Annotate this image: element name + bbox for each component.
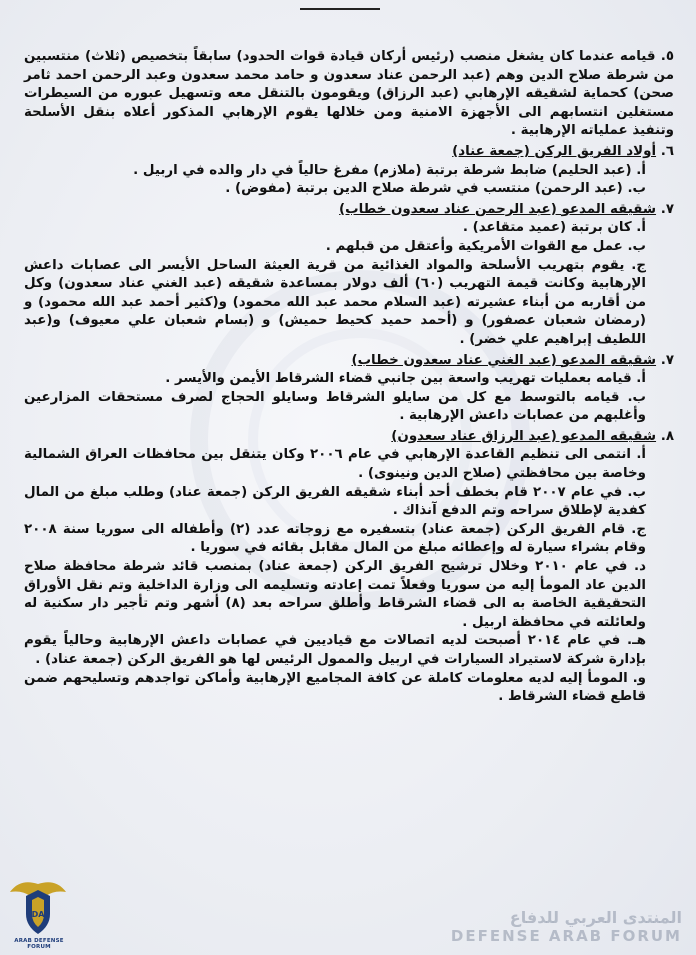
item-7b-heading-line — [24, 352, 674, 371]
svg-text:DA: DA — [31, 910, 45, 919]
item-8-heading: شقيقه المدعو (عبد الرزاق عناد سعدون) — [391, 428, 657, 444]
item-6-sub-a: أ. (عبد الحليم) ضابط شرطة برتبة (ملازم) مفرغ حالياً في دار والده في اربيل . — [133, 162, 646, 178]
item-8-sub-f: و. المومأ إليه لديه معلومات كاملة عن كافة المجاميع الإرهابية وأماكن تواجدهم وتسليحهم ضمن قاطع قضاء الشرقاط . — [24, 670, 646, 705]
item-6-heading-line — [24, 143, 674, 162]
item-7b-sub-a: أ. قيامه بعمليات تهريب واسعة بين جانبي قضاء الشرقاط الأيمن والأيسر . — [165, 371, 646, 387]
item-7a-sub-b: ب. عمل مع القوات الأمريكية وأعتقل من قبلهم . — [325, 238, 646, 254]
item-7a-sub-a: أ. كان برتبة (عميد متقاعد) . — [462, 220, 646, 236]
item-8-sub-b: ب. في عام ٢٠٠٧ قام بخطف أحد أبناء شقيقه الفريق الركن (جمعة عناد) وطلب مبلغ من المال كفدية لإطلاق سراحه وتم الدفع آنذاك . — [24, 484, 646, 519]
item-6-heading: أولاد الفريق الركن (جمعة عناد) — [452, 143, 657, 159]
item-5-text: قيامه عندما كان يشغل منصب (رئيس أركان قيادة قوات الحدود) سابقاً بتخصيص (ثلاث) منتسبين من شرطة صلاح الدين وهم (عبد الرحمن عناد سعدون و حامد محمد سعدون وعبد الرحمن احمد ثامر صحن) كحماية لشقيقه الإرهابي (عبد الرزاق) ويقومون بالتنقل معه وتسهيل عبوره من السيطرات مستغلين انتسابهم الى الأجهزة الامنية ومن خلالها يقوم الإرهابي المذكور أعلاه بنقل الأسلحة وتنفيذ عملياته الإرهابية . — [24, 49, 674, 139]
item-7a-heading-line — [24, 201, 674, 220]
item-7b-heading: شقيقه المدعو (عبد الغني عناد سعدون خطاب) — [351, 352, 657, 368]
item-7a-heading: شقيقه المدعو (عبد الرحمن عناد سعدون خطاب) — [339, 201, 657, 217]
forum-watermark — [451, 908, 682, 945]
item-6-marker: ٦. — [660, 143, 674, 159]
item-5 — [24, 48, 674, 141]
item-7a-marker: ٧. — [660, 201, 674, 217]
forum-watermark-arabic: المنتدى العربي للدفاع — [509, 908, 682, 927]
item-5-marker: ٥. — [660, 49, 674, 64]
item-6-sub-b: ب. (عبد الرحمن) منتسب في شرطة صلاح الدين برتبة (مفوض) . — [225, 181, 646, 197]
top-underline-stub — [300, 0, 380, 10]
document-body — [24, 48, 674, 707]
item-8-sub-a: أ. انتمى الى تنظيم القاعدة الإرهابي في عام ٢٠٠٦ وكان يتنقل بين محافظات العراق الشمالية وخاصة بين محافظتي (صلاح الدين ونينوى) . — [24, 447, 646, 482]
item-7b-sub-b: ب. قيامه بالتوسط مع كل من سايلو الشرقاط وسايلو الحجاج لصرف مستحقات المزارعين وأغلبهم من عصابات داعش الإرهابية . — [24, 389, 646, 424]
item-8-marker: ٨. — [660, 428, 674, 444]
item-7a-sub-c: ج. يقوم بتهريب الأسلحة والمواد الغذائية من قرية العيثة الساحل الأيسر الى عصابات داعش الإرهابية وكانت قيمة التهريب (٦٠) ألف دولار بمساعدة شقيقه (عبد الغني عناد سعدون) وكل من أقاربه من أبناء عشيرته (عبد السلام محمد عبد الله محمود) و(كثير أحمد عبد الله محمود) و (رمضان شعبان عصفور) و (أحمد حميد كحيط حميش) و (بسام شعبان علي معيوف) و(عبد اللطيف إبراهيم علي خضر) . — [24, 257, 646, 347]
item-8-sub-d: د. في عام ٢٠١٠ وخلال ترشيح الفريق الركن (جمعة عناد) بمنصب قائد شرطة محافظة صلاح الدين عاد المومأ إليه من سوريا وفعلاً تمت إعادته وتسليمه الى وزارة الداخلية وتم نقل الأوراق التحقيقية الخاصة به الى قضاء الشرقاط وأطلق سراحه بعد (٨) أشهر وتم تأجير دار سكنية له ولعائلته في محافظة اربيل . — [24, 559, 647, 630]
item-8-sub-e: هـ. في عام ٢٠١٤ أصبحت لديه اتصالات مع قياديين في عصابات داعش الإرهابية وحالياً يقوم بإدارة شركة لاستيراد السيارات في اربيل والممول الرئيس لها هو الفريق الركن (جمعة عناد) . — [24, 633, 646, 667]
item-8-heading-line — [24, 428, 674, 447]
forum-watermark-english: DEFENSE ARAB FORUM — [450, 927, 682, 945]
item-7b-marker: ٧. — [660, 352, 674, 368]
item-8-sub-c: ج. قام الفريق الركن (جمعة عناد) بتسفيره مع زوجاته عدد (٢) وأطفاله الى سوريا سنة ٢٠٠٨ وقام بشراء سيارة له وإعطائه مبلغ من المال مقابل بقائه في سوريا . — [24, 521, 646, 556]
logo-caption: ARAB DEFENSE FORUM — [14, 938, 64, 950]
